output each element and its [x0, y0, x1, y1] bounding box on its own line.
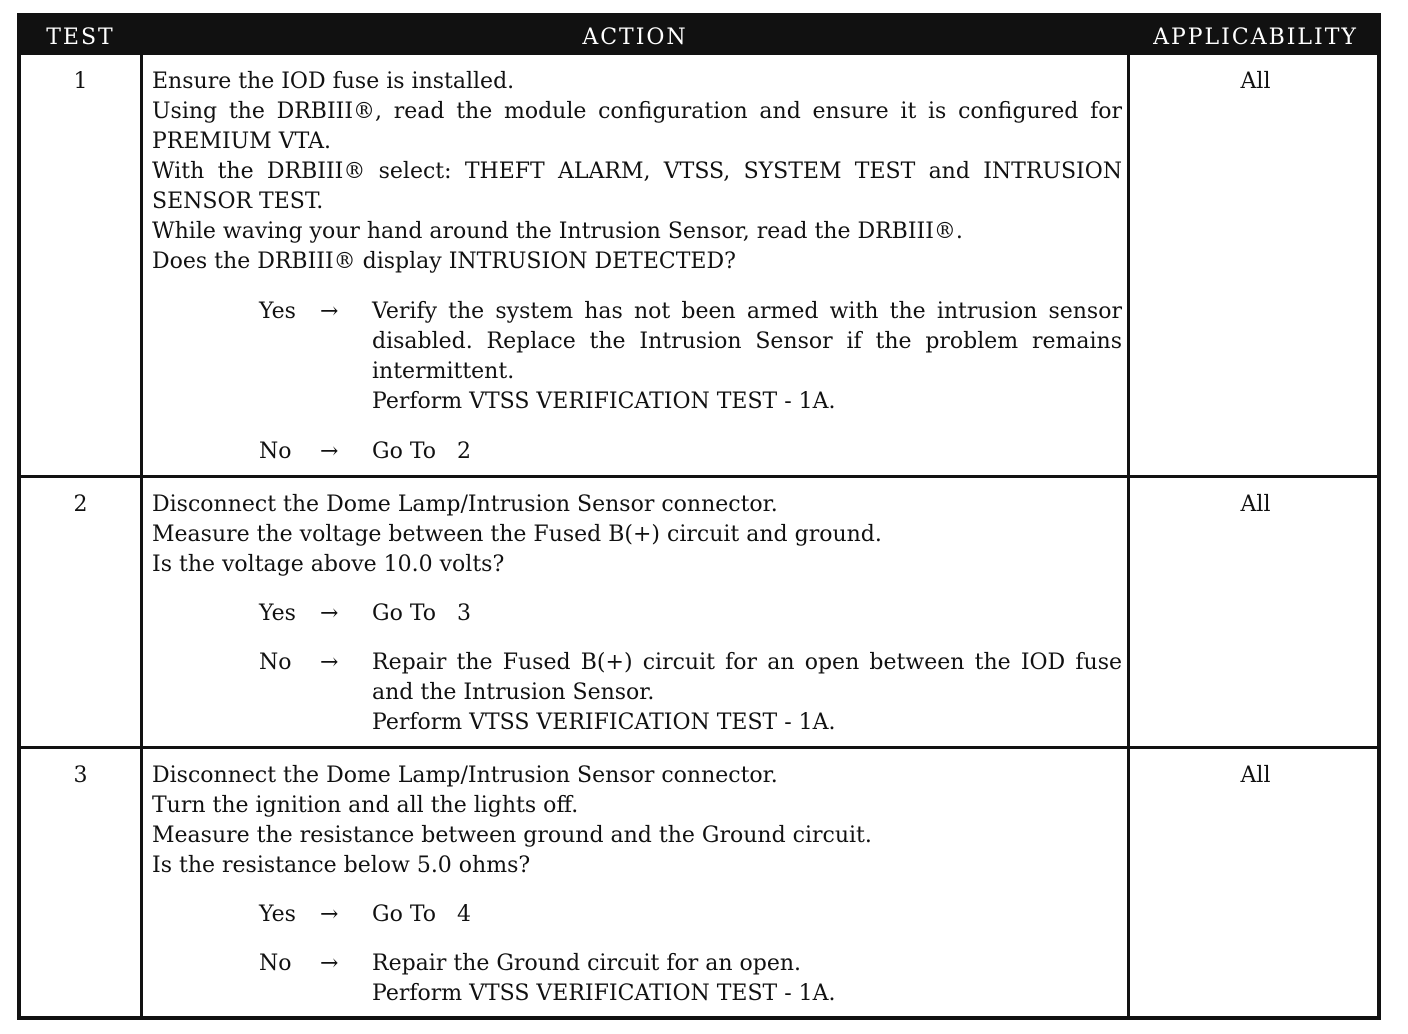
- header-test: TEST: [46, 25, 115, 50]
- step-text: Is the voltage above 10.0 volts?: [152, 552, 505, 577]
- answer-yes: [152, 297, 1122, 417]
- step-text: Is the resistance below 5.0 ohms?: [152, 853, 531, 878]
- answer-yes: [152, 900, 1122, 930]
- answer-text: Repair the Fused B(+) circuit for an open between the IOD fuse and the Intrusion Sensor.: [372, 650, 1122, 705]
- answer-text: Go To 2: [372, 439, 471, 464]
- step-text: Turn the ignition and all the lights off.: [152, 793, 579, 818]
- arrow-icon: →: [320, 299, 339, 324]
- answer-no: [152, 648, 1122, 738]
- step-text: Disconnect the Dome Lamp/Intrusion Sensor connector.: [152, 763, 778, 788]
- arrow-icon: →: [320, 650, 339, 675]
- step-text: Does the DRBIII® display INTRUSION DETECTED?: [152, 249, 736, 274]
- answer-label: Yes: [259, 902, 296, 927]
- header-action: ACTION: [582, 25, 688, 50]
- arrow-icon: →: [320, 902, 339, 927]
- answer-label: Yes: [259, 299, 296, 324]
- step-text: While waving your hand around the Intrusion Sensor, read the DRBIII®.: [152, 219, 963, 244]
- answer-text: Go To 3: [372, 601, 471, 626]
- arrow-icon: →: [320, 601, 339, 626]
- answer-no: [152, 437, 1122, 467]
- action-cell: [152, 490, 1122, 738]
- applicability-value: All: [1240, 763, 1271, 788]
- answer-text: Go To 4: [372, 902, 471, 927]
- answer-label: No: [259, 951, 292, 976]
- table-row: [21, 749, 1377, 1020]
- step-text: With the DRBIII® select: THEFT ALARM, VTSS, SYSTEM TEST and INTRUSION SENSOR TEST.: [152, 159, 1122, 214]
- answer-label: Yes: [259, 601, 296, 626]
- answer-yes: [152, 599, 1122, 629]
- header-applicability: APPLICABILITY: [1153, 25, 1358, 50]
- answer-no: [152, 949, 1122, 1009]
- arrow-icon: →: [320, 439, 339, 464]
- answer-text: Verify the system has not been armed with the intrusion sensor disabled. Replace the Intrusion Sensor if the problem remains intermittent.: [372, 299, 1122, 384]
- table-row: [21, 478, 1377, 746]
- test-number: 2: [73, 492, 88, 517]
- table-row: [21, 55, 1377, 478]
- step-text: Using the DRBIII®, read the module configuration and ensure it is configured for PREMIUM VTA.: [152, 99, 1122, 154]
- applicability-value: All: [1240, 492, 1271, 517]
- table-header: [21, 17, 1377, 55]
- action-cell: [152, 67, 1122, 467]
- arrow-icon: →: [320, 951, 339, 976]
- test-number: 1: [73, 69, 88, 94]
- step-text: Ensure the IOD fuse is installed.: [152, 69, 515, 94]
- answer-label: No: [259, 650, 292, 675]
- answer-text: Repair the Ground circuit for an open.: [372, 951, 802, 976]
- action-cell: [152, 761, 1122, 1009]
- test-number: 3: [73, 763, 88, 788]
- diagnostic-table: [17, 13, 1381, 1020]
- step-text: Disconnect the Dome Lamp/Intrusion Sensor connector.: [152, 492, 778, 517]
- answer-text: Perform VTSS VERIFICATION TEST - 1A.: [372, 981, 836, 1006]
- answer-text: Perform VTSS VERIFICATION TEST - 1A.: [372, 389, 836, 414]
- step-text: Measure the resistance between ground and the Ground circuit.: [152, 823, 872, 848]
- applicability-value: All: [1240, 69, 1271, 94]
- step-text: Measure the voltage between the Fused B(+) circuit and ground.: [152, 522, 882, 547]
- answer-label: No: [259, 439, 292, 464]
- answer-text: Perform VTSS VERIFICATION TEST - 1A.: [372, 710, 836, 735]
